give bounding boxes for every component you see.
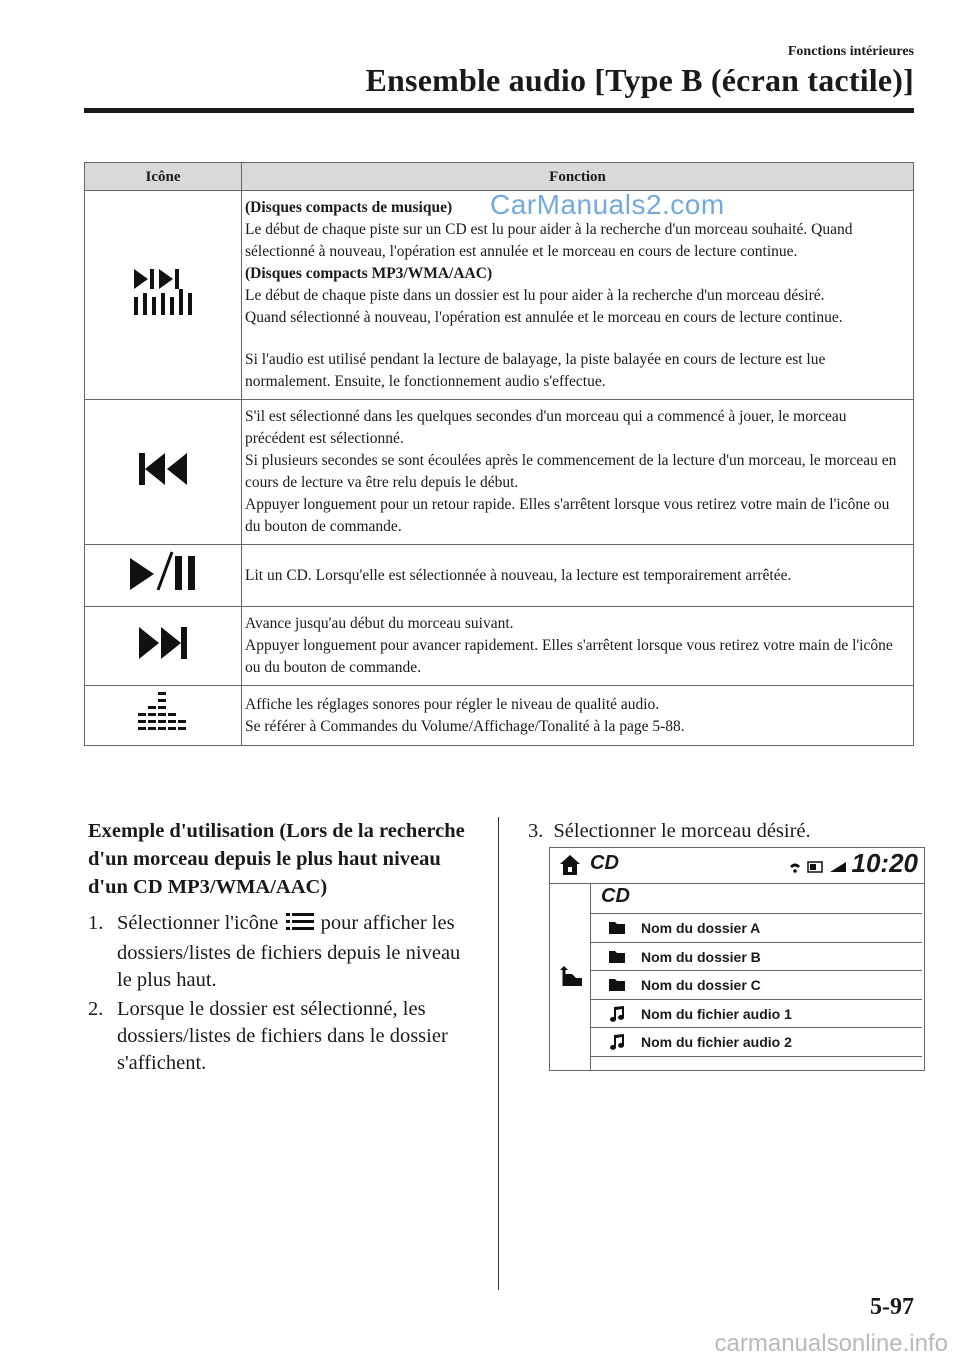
folder-row[interactable]: Nom du dossier C <box>591 971 922 1000</box>
example-heading: Exemple d'utilisation (Lors de la recherche d'un morceau depuis le plus haut niveau d'un CD MP3/WMA/AAC) <box>88 820 465 898</box>
function-text: Si l'audio est utilisé pendant la lecture de balayage, la piste balayée en cours de lecture est lue normalement. Ensuite, le fonctionnement audio s'effectue. <box>245 351 826 390</box>
steps-list <box>88 910 480 1079</box>
column-divider <box>498 817 499 1290</box>
status-icons <box>790 860 850 879</box>
icon-cell <box>85 400 242 545</box>
list-header: CD <box>591 883 922 914</box>
music-note-icon <box>609 1006 625 1025</box>
function-text: Si plusieurs secondes se sont écoulées après le commencement de la lecture d'un morceau, le morceau en cours de lecture va être relu depuis le début. <box>245 452 897 491</box>
step-text: Sélectionner l'icône <box>117 912 279 934</box>
table-row <box>85 400 914 545</box>
icon-cell <box>85 686 242 746</box>
folder-icon <box>609 977 625 994</box>
watermark: CarManuals2.com <box>490 189 725 220</box>
folder-row[interactable]: Nom du dossier B <box>591 943 922 972</box>
folder-icon <box>609 920 625 937</box>
icon-cell <box>85 191 242 400</box>
function-table <box>84 162 914 746</box>
table-row <box>85 686 914 746</box>
screen-title: CD <box>590 852 619 874</box>
next-track-icon <box>137 625 189 668</box>
function-text: Le début de chaque piste dans un dossier est lu pour aider à la recherche d'un morceau désiré. <box>245 287 825 304</box>
header-rule <box>84 108 914 113</box>
function-subheading: (Disques compacts MP3/WMA/AAC) <box>245 265 493 282</box>
step-number: 1. <box>88 912 104 934</box>
icon-cell <box>85 607 242 686</box>
function-text: Lit un CD. Lorsqu'elle est sélectionnée à nouveau, la lecture est temporairement arrêtée. <box>245 566 792 584</box>
back-up-icon[interactable] <box>560 966 582 991</box>
col-header-function: Fonction <box>242 163 914 191</box>
previous-track-icon <box>137 451 189 494</box>
audio-file-row[interactable]: Nom du fichier audio 2 <box>591 1028 922 1057</box>
screen-file-list <box>591 883 922 1057</box>
cd-screen-mockup <box>549 847 925 1071</box>
step-number: 3. <box>528 820 544 842</box>
function-text: S'il est sélectionné dans les quelques secondes d'un morceau qui a commencé à jouer, le morceau précédent est sélectionné. <box>245 408 847 447</box>
function-cell <box>242 545 914 607</box>
icon-cell <box>85 545 242 607</box>
function-text: Se référer à Commandes du Volume/Affichage/Tonalité à la page 5-88. <box>245 717 685 735</box>
function-text: Appuyer longuement pour un retour rapide. Elles s'arrêtent lorsque vous retirez votre main de l'icône ou du bouton de commande. <box>245 496 890 535</box>
step-3 <box>528 817 811 845</box>
folder-icon <box>609 949 625 966</box>
function-subheading: (Disques compacts de musique) <box>245 199 453 216</box>
function-text: Le début de chaque piste sur un CD est lu pour aider à la recherche d'un morceau souhaité. Quand sélectionné à nouveau, l'opération est annulée et le morceau en cours de lecture continue. <box>245 221 853 260</box>
step-text: Sélectionner le morceau désiré. <box>553 820 811 842</box>
screen-status-bar <box>550 848 924 884</box>
step-text: pour afficher les dossiers/listes de fichiers depuis le niveau le plus haut. <box>117 912 461 991</box>
step-number: 2. <box>88 998 104 1020</box>
list-icon <box>286 912 314 940</box>
table-row <box>85 607 914 686</box>
function-text: Avance jusqu'au début du morceau suivant. <box>245 615 514 632</box>
screen-clock: 10:20 <box>851 848 918 878</box>
col-header-icon: Icône <box>85 163 242 191</box>
function-text: Quand sélectionné à nouveau, l'opération est annulée et le morceau en cours de lecture continue. <box>245 309 843 326</box>
home-icon[interactable] <box>559 854 581 881</box>
function-cell <box>242 191 914 400</box>
function-text: Affiche les réglages sonores pour régler le niveau de qualité audio. <box>245 695 660 713</box>
list-item <box>88 996 480 1077</box>
function-cell <box>242 686 914 746</box>
function-cell <box>242 400 914 545</box>
play-pause-icon <box>128 550 198 601</box>
function-text: Appuyer longuement pour avancer rapidement. Elles s'arrêtent lorsque vous retirez votre main de l'icône ou du bouton de commande. <box>245 637 893 676</box>
section-label: Fonctions intérieures <box>787 44 914 59</box>
page-number: 5-97 <box>870 1294 914 1320</box>
list-item <box>88 910 480 994</box>
step-text: Lorsque le dossier est sélectionné, les dossiers/listes de fichiers dans le dossier s'affichent. <box>117 998 448 1074</box>
folder-row[interactable]: Nom du dossier A <box>591 914 922 943</box>
scan-icon <box>132 267 194 324</box>
audio-file-row[interactable]: Nom du fichier audio 1 <box>591 1000 922 1029</box>
table-row <box>85 191 914 400</box>
page-title: Ensemble audio [Type B (écran tactile)] <box>365 62 914 98</box>
music-note-icon <box>609 1034 625 1053</box>
footer-url: carmanualsonline.info <box>714 1330 948 1357</box>
sound-settings-icon <box>134 690 192 741</box>
function-cell <box>242 607 914 686</box>
table-row <box>85 545 914 607</box>
screen-sidebar <box>550 883 591 1070</box>
